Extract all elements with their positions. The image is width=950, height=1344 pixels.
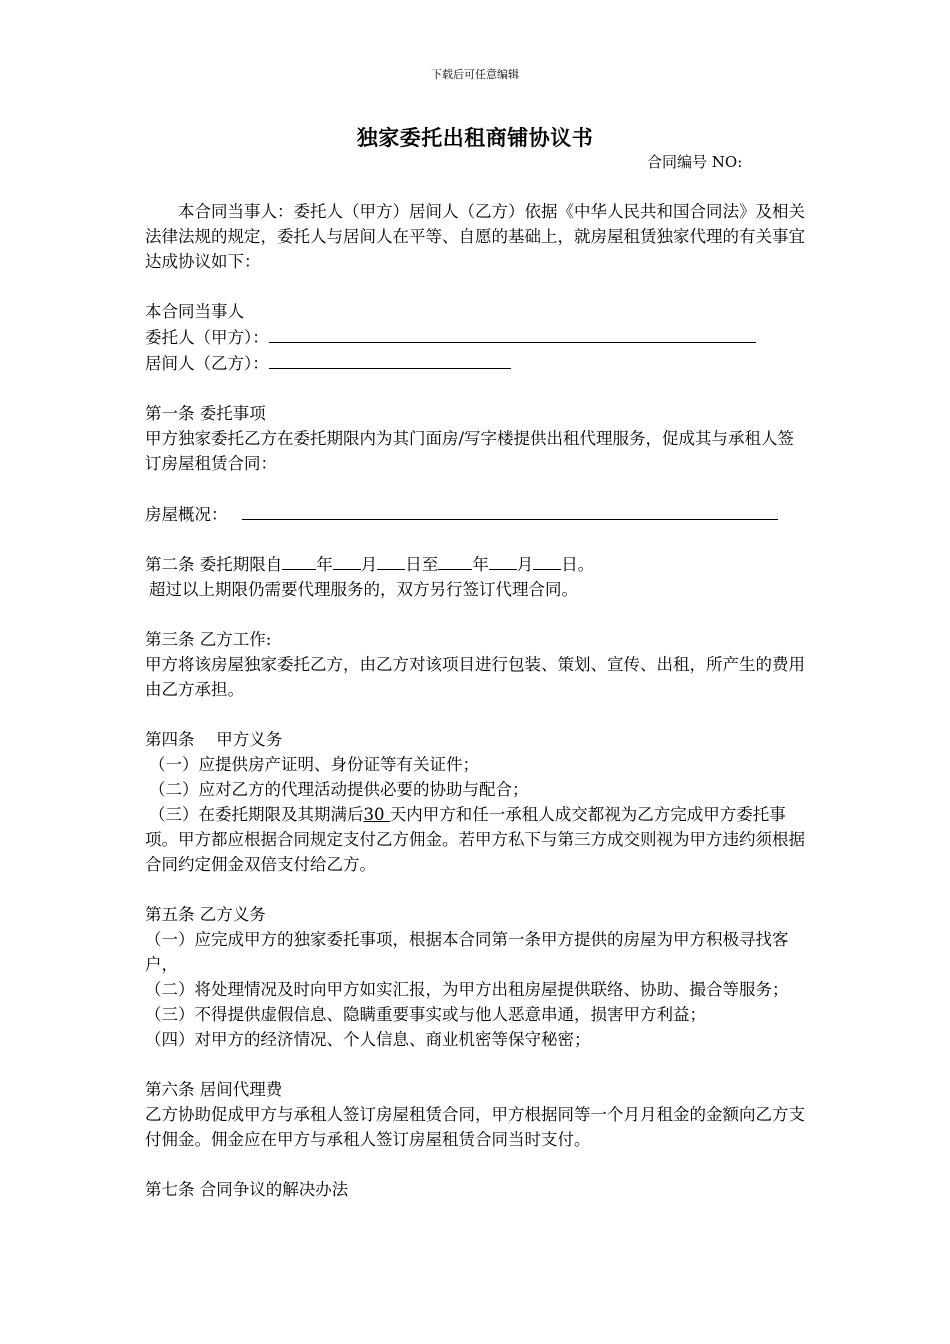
party-b-blank bbox=[269, 350, 511, 369]
house-overview-label: 房屋概况： bbox=[145, 505, 228, 524]
article-5-item-1: （一）应完成甲方的独家委托事项，根据本合同第一条甲方提供的房屋为甲方积极寻找客户， bbox=[145, 930, 789, 974]
article-3-heading: 第三条 乙方工作: bbox=[145, 630, 272, 649]
header-note: 下载后可任意编辑 bbox=[431, 68, 519, 81]
article-6-text: 乙方协助促成甲方与承租人签订房屋租赁合同，甲方根据同等一个月月租金的金额向乙方支付佣金。佣金应在甲方与承租人签订房屋租赁合同当时支付。 bbox=[145, 1105, 805, 1149]
article-5-item-2: （二）将处理情况及时向甲方如实汇报，为甲方出租房屋提供联络、协助、撮合等服务； bbox=[145, 980, 789, 999]
start-day-blank bbox=[377, 553, 405, 570]
contract-number-label: 合同编号 NO: bbox=[647, 153, 743, 171]
article-5-heading: 第五条 乙方义务 bbox=[145, 905, 266, 924]
document-title: 独家委托出租商铺协议书 bbox=[356, 125, 594, 150]
start-month-blank bbox=[333, 553, 361, 570]
article-5-item-4: （四）对甲方的经济情况、个人信息、商业机密等保守秘密； bbox=[145, 1030, 591, 1049]
article-2-note: 超过以上期限仍需要代理服务的，双方另行签订代理合同。 bbox=[149, 580, 578, 599]
start-year-blank bbox=[282, 553, 316, 570]
article-4-item-2: （二）应对乙方的代理活动提供必要的协助与配合； bbox=[149, 780, 529, 799]
article-3-text: 甲方将该房屋独家委托乙方，由乙方对该项目进行包装、策划、宣传、出租，所产生的费用由乙方承担。 bbox=[145, 655, 805, 699]
party-a-label: 委托人（甲方）： bbox=[145, 328, 269, 347]
article-4-item-3: （三）在委托期限及其期满后30 天内甲方和任一承租人成交都视为乙方完成甲方委托事项。甲方都应根据合同规定支付乙方佣金。若甲方私下与第三方成交则视为甲方违约须根据合同约定佣金双倍支付给乙方。 bbox=[145, 805, 805, 874]
document-body bbox=[145, 199, 810, 1202]
party-a-blank bbox=[269, 324, 756, 343]
article-2-heading: 第二条 委托期限自 年 月 日至 年 月 日。 bbox=[145, 555, 595, 574]
article-7-heading: 第七条 合同争议的解决办法 bbox=[145, 1180, 349, 1199]
intro-paragraph: 本合同当事人：委托人（甲方）居间人（乙方）依据《中华人民共和国合同法》及相关法律法规的规定，委托人与居间人在平等、自愿的基础上，就房屋租赁独家代理的有关事宜达成协议如下： bbox=[145, 202, 805, 271]
article-4-heading: 第四条 甲方义务 bbox=[145, 730, 283, 749]
house-overview-blank bbox=[242, 501, 778, 520]
days-value: 30 bbox=[363, 805, 390, 824]
party-b-line bbox=[145, 350, 810, 376]
end-day-blank bbox=[533, 553, 561, 570]
house-overview-line bbox=[145, 501, 810, 527]
article-1-text: 甲方独家委托乙方在委托期限内为其门面房/写字楼提供出租代理服务，促成其与承租人签订房屋租赁合同： bbox=[145, 429, 795, 473]
end-month-blank bbox=[489, 553, 517, 570]
end-year-blank bbox=[438, 553, 472, 570]
party-a-line bbox=[145, 324, 810, 350]
article-1-heading: 第一条 委托事项 bbox=[145, 404, 266, 423]
article-4-item-1: （一）应提供房产证明、身份证等有关证件； bbox=[149, 755, 479, 774]
party-b-label: 居间人（乙方）： bbox=[145, 354, 269, 373]
article-6-heading: 第六条 居间代理费 bbox=[145, 1080, 283, 1099]
parties-heading: 本合同当事人 bbox=[145, 302, 244, 321]
article-5-item-3: （三）不得提供虚假信息、隐瞒重要事实或与他人恶意串通，损害甲方利益； bbox=[145, 1005, 706, 1024]
